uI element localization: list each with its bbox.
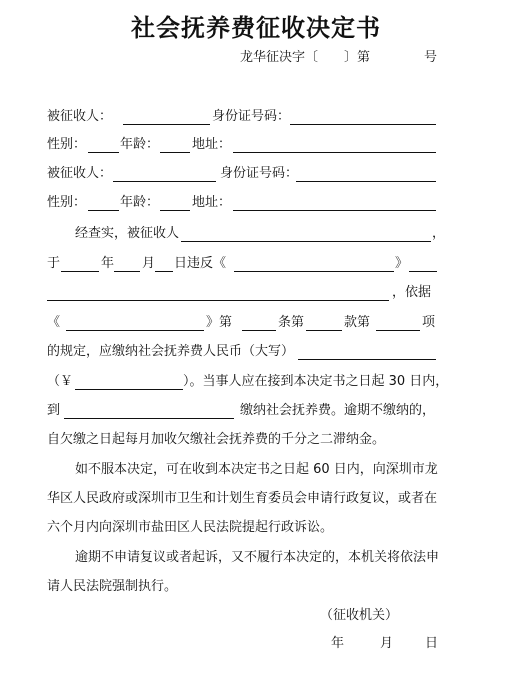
amount-prefix: 的规定，应缴纳社会抚养费人民币（大写） xyxy=(47,344,295,359)
date-month: 月 xyxy=(142,256,156,271)
signature-month: 月 xyxy=(380,636,394,651)
basis-line xyxy=(0,283,512,303)
info2-address-label: 地址： xyxy=(192,195,232,210)
payee2-id-label: 身份证号码： xyxy=(220,166,299,181)
doc-number-line xyxy=(0,48,512,68)
review-line-2 xyxy=(0,489,512,509)
review-line-1 xyxy=(0,460,512,480)
review-text-2: 华区人民政府或深圳市卫生和计划生育委员会申请行政复议，或者在 xyxy=(47,491,438,506)
review-text-1: 如不服本决定，可在收到本决定书之日起 60 日内，向深圳市龙 xyxy=(75,462,438,477)
amount-words-field[interactable] xyxy=(298,359,436,360)
law-open: 《 xyxy=(47,315,61,330)
date-year-field[interactable] xyxy=(61,271,99,272)
enforce-line-1 xyxy=(0,548,512,568)
payment-place-line xyxy=(0,401,512,421)
enforce-text-2: 请人民法院强制执行。 xyxy=(47,579,178,594)
payee1-id-field[interactable] xyxy=(290,124,436,125)
collecting-authority: （征收机关） xyxy=(320,608,399,623)
page-title: 社会抚养费征收决定书 xyxy=(131,14,381,42)
payee1-id-label: 身份证号码： xyxy=(212,109,291,124)
law-close: 》第 xyxy=(206,315,233,330)
violation-date-line xyxy=(0,254,512,274)
enforce-line-2 xyxy=(0,577,512,597)
payee2-id-field[interactable] xyxy=(296,181,436,182)
date-yu: 于 xyxy=(47,256,61,271)
late-fee-text: 自欠缴之日起每月加收欠缴社会抚养费的千分之二滞纳金。 xyxy=(47,432,386,447)
info1-gender-field[interactable] xyxy=(88,152,119,153)
authority-line xyxy=(0,606,512,626)
date-close: 》 xyxy=(395,256,409,271)
violated-regulation-field[interactable] xyxy=(234,271,394,272)
info2-age-label: 年龄： xyxy=(120,195,160,210)
findings-comma: ， xyxy=(432,226,446,241)
signature-date-line xyxy=(0,634,512,654)
late-fee-line xyxy=(0,430,512,450)
doc-number-suffix: 号 xyxy=(424,50,438,65)
kuan-label: 款第 xyxy=(344,315,371,330)
info1-address-field[interactable] xyxy=(233,152,436,153)
paragraph-field[interactable] xyxy=(306,330,342,331)
tiao-label: 条第 xyxy=(278,315,305,330)
review-line-3 xyxy=(0,518,512,538)
date-year: 年 xyxy=(101,256,115,271)
signature-year: 年 xyxy=(331,636,345,651)
info1-age-field[interactable] xyxy=(160,152,190,153)
date-day: 日违反《 xyxy=(174,256,227,271)
info2-line xyxy=(0,193,512,213)
doc-number-prefix: 龙华征决字〔 xyxy=(240,50,319,65)
law-name-field[interactable] xyxy=(66,330,204,331)
info1-address-label: 地址： xyxy=(192,137,232,152)
findings-payee-field[interactable] xyxy=(181,241,431,242)
info1-age-label: 年龄： xyxy=(120,137,160,152)
review-text-3: 六个月内向深圳市盐田区人民法院提起行政诉讼。 xyxy=(47,520,334,535)
payee1-name-field[interactable] xyxy=(123,124,210,125)
date-month-field[interactable] xyxy=(114,271,140,272)
xiang-label: 项 xyxy=(422,315,436,330)
info2-gender-label: 性别： xyxy=(47,195,87,210)
date-day-field[interactable] xyxy=(155,271,173,272)
info1-gender-label: 性别： xyxy=(47,137,87,152)
findings-lead: 经查实，被征收人 xyxy=(75,226,180,241)
doc-number-mid: 〕第 xyxy=(344,50,371,65)
payee2-name-field[interactable] xyxy=(113,181,216,182)
payee2-name-label: 被征收人： xyxy=(47,166,113,181)
payee2-line xyxy=(0,164,512,184)
violation-tail-field[interactable] xyxy=(409,271,437,272)
item-field[interactable] xyxy=(376,330,420,331)
article-field[interactable] xyxy=(242,330,276,331)
payee1-name-label: 被征收人： xyxy=(47,109,113,124)
info2-age-field[interactable] xyxy=(160,210,190,211)
amount-line xyxy=(0,342,512,362)
info1-line xyxy=(0,135,512,155)
payee1-line xyxy=(0,107,512,127)
yen-close-text: ）。当事人应在接到本决定书之日起 30 日内， xyxy=(183,374,449,389)
violation-detail-field[interactable] xyxy=(47,300,389,301)
law-article-line xyxy=(0,313,512,333)
enforce-text-1: 逾期不申请复议或者起诉，又不履行本决定的，本机关将依法申 xyxy=(75,550,440,565)
to-suffix: 缴纳社会抚养费。逾期不缴纳的， xyxy=(240,403,436,418)
findings-line xyxy=(0,224,512,244)
to-prefix: 到 xyxy=(47,403,61,418)
info2-gender-field[interactable] xyxy=(88,210,119,211)
info2-address-field[interactable] xyxy=(233,210,436,211)
yen-open: （￥ xyxy=(47,374,74,389)
amount-figures-field[interactable] xyxy=(75,389,183,390)
amount-figures-line xyxy=(0,372,512,392)
payment-place-field[interactable] xyxy=(64,418,234,419)
basis-suffix: ，依据 xyxy=(392,285,432,300)
signature-day: 日 xyxy=(425,636,439,651)
